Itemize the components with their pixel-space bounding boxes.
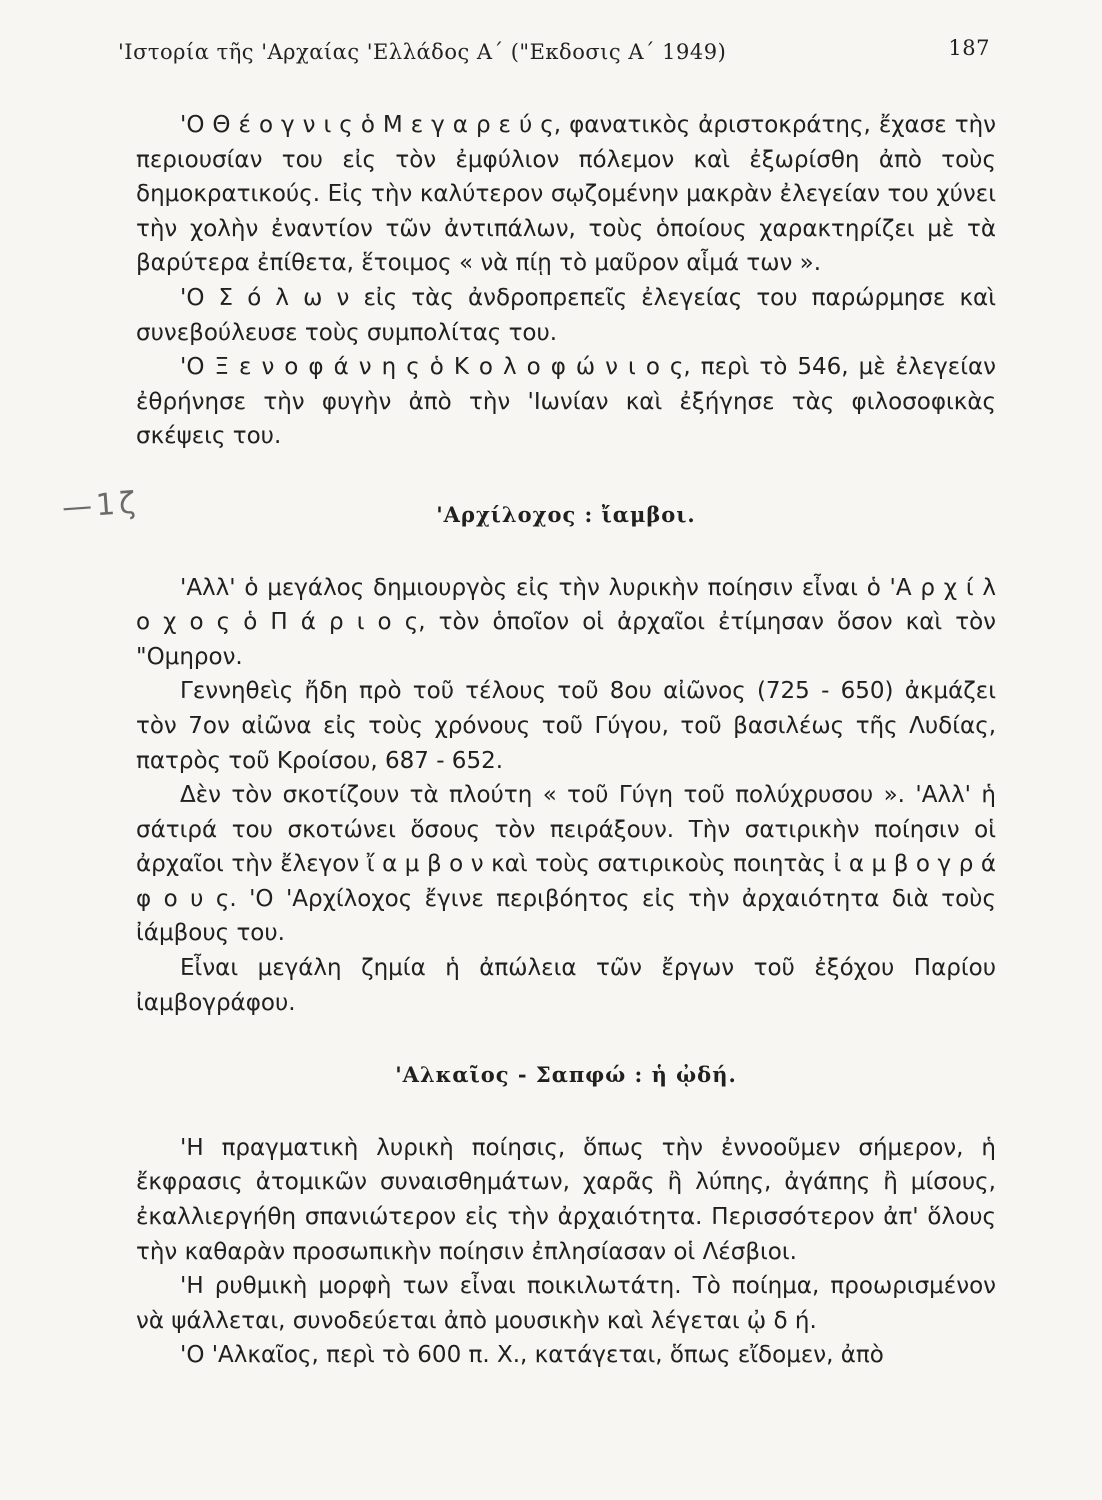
paragraph-archilochus-dates: Γεννηθεὶς ἤδη πρὸ τοῦ τέλους τοῦ 8ου αἰῶνος (725 - 650) ἀκμάζει τὸν 7ον αἰῶνα εἰς τοὺς χρόνους τοῦ Γύγου, τοῦ βασιλέως τῆς Λυδίας, πατρὸς τοῦ Κροίσου, 687 - 652. — [136, 678, 996, 774]
heading-alcaeus-sappho: 'Αλκαῖος - Σαπφώ : ἡ ᾠδή. — [395, 1062, 737, 1088]
paragraph-solon: 'Ο Σ ό λ ω ν εἰς τὰς ἀνδροπρεπεῖς ἐλεγείας του παρώρμησε καὶ συνεβούλευσε τοὺς συμπολίτας του. — [136, 284, 996, 346]
paragraph-lyric-poetry: 'Η πραγματικὴ λυρικὴ ποίησις, ὅπως τὴν ἐννοοῦμεν σήμερον, ἡ ἔκφρασις ἀτομικῶν συναισθημάτων, χαρᾶς ἢ λύπης, ἀγάπης ἢ μίσους, ἐκαλλιεργήθη σπανιώτερον εἰς τὴν ἀρχαιότητα. Περισσότερον ἀπ' ὅλους τὴν καθαρὰν προσωπικὴν ποίησιν ἐπλησίασαν οἱ Λέσβιοι. — [136, 1134, 996, 1265]
margin-handwritten-note: —1ζ — [60, 485, 141, 526]
paragraph-theognis: 'Ο Θ έ ο γ ν ι ς ὁ Μ ε γ α ρ ε ύ ς, φανατικὸς ἀριστοκράτης, ἔχασε τὴν περιουσίαν του εἰς τὸν ἐμφύλιον πόλεμον καὶ ἐξωρίσθη ἀπὸ τοὺς δημοκρατικούς. Εἰς τὴν καλύτερον σῳζομένην μακρὰν ἐλεγείαν του χύνει τὴν χολὴν ἐναντίον τῶν ἀντιπάλων, τοὺς ὁποίους χαρακτηρίζει μὲ τὰ βαρύτερα ἐπίθετα, ἕτοιμος « νὰ πίῃ τὸ μαῦρον αἷμά των ». — [136, 112, 996, 277]
header-title: 'Ιστορία τῆς 'Αρχαίας 'Ελλάδος Α΄ ("Εκδοσις Α΄ 1949) — [118, 40, 727, 64]
paragraph-rhythmic-form: 'Η ρυθμικὴ μορφὴ των εἶναι ποικιλωτάτη. Τὸ ποίημα, προωρισμένον νὰ ψάλλεται, συνοδεύεται ἀπὸ μουσικὴν καὶ λέγεται ᾠ δ ή. — [136, 1273, 996, 1334]
paragraph-archilochus-satire: Δὲν τὸν σκοτίζουν τὰ πλούτη « τοῦ Γύγη τοῦ πολύχρυσου ». 'Αλλ' ἡ σάτιρά του σκοτώνει ὅσους τὸν πειράξουν. Τὴν σατιρικὴν ποίησιν οἱ ἀρχαῖοι τὴν ἔλεγον ἴ α μ β ο ν καὶ τοὺς σατιρικοὺς ποιητὰς ἰ α μ β ο γ ρ ά φ ο υ ς. 'Ο 'Αρχίλοχος ἔγινε περιβόητος εἰς τὴν ἀρχαιότητα διὰ τοὺς ἰάμβους του. — [136, 782, 996, 947]
page-body — [136, 108, 996, 1373]
page-number: 187 — [948, 36, 990, 60]
heading-archilochus: 'Αρχίλοχος : ἴαμβοι. — [436, 501, 696, 527]
running-header — [118, 36, 990, 72]
paragraph-archilochus-intro: 'Αλλ' ὁ μεγάλος δημιουργὸς εἰς τὴν λυρικὴν ποίησιν εἶναι ὁ 'Α ρ χ ί λ ο χ ο ς ὁ Π ά ρ ι ο ς, τὸν ὁποῖον οἱ ἀρχαῖοι ἐτίμησαν ὅσον καὶ τὸν "Ομηρον. — [136, 574, 996, 670]
paragraph-alcaeus: 'Ο 'Αλκαῖος, περὶ τὸ 600 π. Χ., κατάγεται, ὅπως εἴδομεν, ἀπὸ — [180, 1342, 884, 1369]
paragraph-archilochus-loss: Εἶναι μεγάλη ζημία ἡ ἀπώλεια τῶν ἔργων τοῦ ἐξόχου Παρίου ἰαμβογράφου. — [136, 955, 996, 1016]
paragraph-xenophanes: 'Ο Ξ ε ν ο φ ά ν η ς ὁ Κ ο λ ο φ ώ ν ι ο ς, περὶ τὸ 546, μὲ ἐλεγείαν ἐθρήνησε τὴν φυγὴν ἀπὸ τὴν 'Ιωνίαν καὶ ἐξήγησε τὰς φιλοσοφικὰς σκέψεις του. — [136, 354, 996, 450]
